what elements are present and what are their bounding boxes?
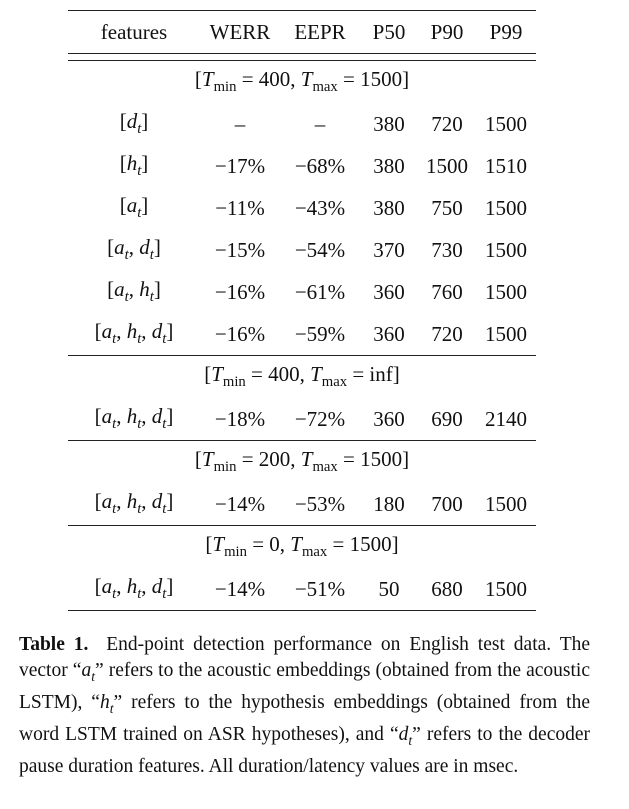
- cell-p50: 360: [373, 406, 405, 431]
- cell-p50: 50: [360, 568, 418, 611]
- cell-feature: [$a_t$, $d_t$]: [107, 235, 161, 264]
- cell-p50: 180: [373, 491, 405, 516]
- cell-werr: –: [234, 111, 246, 136]
- results-table: [68, 11, 536, 611]
- header-p50: P50: [372, 19, 406, 44]
- cell-p90: 720: [431, 111, 463, 136]
- cell-p99: 1500: [485, 279, 527, 304]
- cell-p90: 720: [431, 321, 463, 346]
- cell-feature: [$a_t$, $h_t$]: [107, 277, 161, 306]
- cell-eepr: −72%: [294, 406, 346, 431]
- section-header-row: [68, 61, 536, 104]
- table-row: [68, 187, 536, 229]
- cell-p50: 360: [373, 321, 405, 346]
- cell-feature: $[h_t]$: [119, 151, 149, 180]
- cell-p99: 2140: [485, 406, 527, 431]
- cell-p50: 370: [373, 237, 405, 262]
- header-p99: P99: [489, 19, 523, 44]
- cell-p99: 1500: [485, 111, 527, 136]
- cell-eepr: −59%: [294, 321, 346, 346]
- cell-p50: 360: [373, 279, 405, 304]
- cell-feature: $[a_t]$: [119, 193, 149, 222]
- table-row: [68, 568, 536, 611]
- cell-feature: [$a_t$, $h_t$, $d_t$]: [94, 489, 174, 518]
- cell-feature: [$a_t$, $h_t$, $d_t$]: [68, 568, 200, 611]
- section-header-row: [68, 356, 536, 399]
- cell-werr: −11%: [215, 195, 265, 220]
- cell-p50: 380: [373, 195, 405, 220]
- cell-werr: −14%: [214, 491, 266, 516]
- table-row: [68, 398, 536, 441]
- header-row: [68, 11, 536, 54]
- cell-eepr: −51%: [280, 568, 360, 611]
- cell-werr: −14%: [200, 568, 280, 611]
- cell-p99: 1500: [485, 237, 527, 262]
- cell-p90: 1500: [426, 153, 468, 178]
- header-double-rule: [68, 54, 536, 61]
- cell-p50: 380: [373, 111, 405, 136]
- table-row: [68, 145, 536, 187]
- section-title: [$T_{min} = 200$, $T_{max} = 1500$]: [68, 441, 536, 484]
- table-row: [68, 229, 536, 271]
- header-p90: P90: [430, 19, 464, 44]
- cell-p99: 1500: [476, 568, 536, 611]
- cell-eepr: −53%: [294, 491, 346, 516]
- table-row: [68, 483, 536, 526]
- cell-p99: 1500: [485, 321, 527, 346]
- table-caption: Table 1. End-point detection performance on English test data. The vector “$a_t$” refers to the acoustic embeddings (obtained from the acoustic LSTM), “$h_t$” refers to the hypothesis embeddings (obtained from the word LSTM trained on ASR hypotheses), and “$d_t$” refers to the decoder pause duration features. All duration/latency values are in msec.: [19, 634, 591, 777]
- cell-p90: 700: [431, 491, 463, 516]
- section-header-row: [68, 441, 536, 484]
- cell-p90: 760: [431, 279, 463, 304]
- top-rule: [68, 10, 536, 11]
- cell-p90: 730: [431, 237, 463, 262]
- table-row: [68, 313, 536, 356]
- results-table-container: [68, 10, 536, 611]
- cell-p90: 690: [431, 406, 463, 431]
- cell-p99: 1500: [485, 491, 527, 516]
- cell-p99: 1500: [485, 195, 527, 220]
- cell-p90: 680: [418, 568, 476, 611]
- section-header-row: [68, 526, 536, 569]
- cell-feature: [$a_t$, $h_t$, $d_t$]: [94, 404, 174, 433]
- cell-werr: −17%: [214, 153, 266, 178]
- cell-werr: −16%: [214, 279, 266, 304]
- cell-eepr: –: [314, 111, 326, 136]
- header-werr: WERR: [209, 19, 271, 44]
- section-title: [$T_{min} = 400$, $T_{max} = 1500$]: [194, 67, 410, 96]
- cell-werr: −18%: [214, 406, 266, 431]
- cell-eepr: −54%: [294, 237, 346, 262]
- cell-werr: −15%: [214, 237, 266, 262]
- cell-p50: 380: [373, 153, 405, 178]
- cell-p99: 1510: [485, 153, 527, 178]
- cell-eepr: −61%: [294, 279, 346, 304]
- table-body: [68, 54, 536, 611]
- cell-p90: 750: [431, 195, 463, 220]
- caption-label: Table 1: [19, 634, 84, 655]
- section-title: [$T_{min} = 0$, $T_{max} = 1500$]: [68, 526, 536, 569]
- table-row: [68, 271, 536, 313]
- table-row: [68, 103, 536, 145]
- cell-feature: $[d_t]$: [119, 109, 149, 138]
- cell-eepr: −43%: [294, 195, 346, 220]
- cell-eepr: −68%: [294, 153, 346, 178]
- cell-feature: [$a_t$, $h_t$, $d_t$]: [94, 319, 174, 348]
- caption-text: End-point detection performance on English test data. The vector “$a_t$” refers to the acoustic embeddings (obtained from the acoustic LSTM), “$h_t$” refers to the hypothesis embeddings (obtained from the word LSTM trained on ASR hypotheses), and “$d_t$” refers to the decoder pause duration features. All duration/latency values are in msec.: [19, 634, 591, 777]
- cell-werr: −16%: [214, 321, 266, 346]
- header-eepr: EEPR: [294, 19, 346, 44]
- header-features: features: [100, 19, 168, 44]
- section-title: [$T_{min} = 400$, $T_{max} = inf$]: [68, 356, 536, 399]
